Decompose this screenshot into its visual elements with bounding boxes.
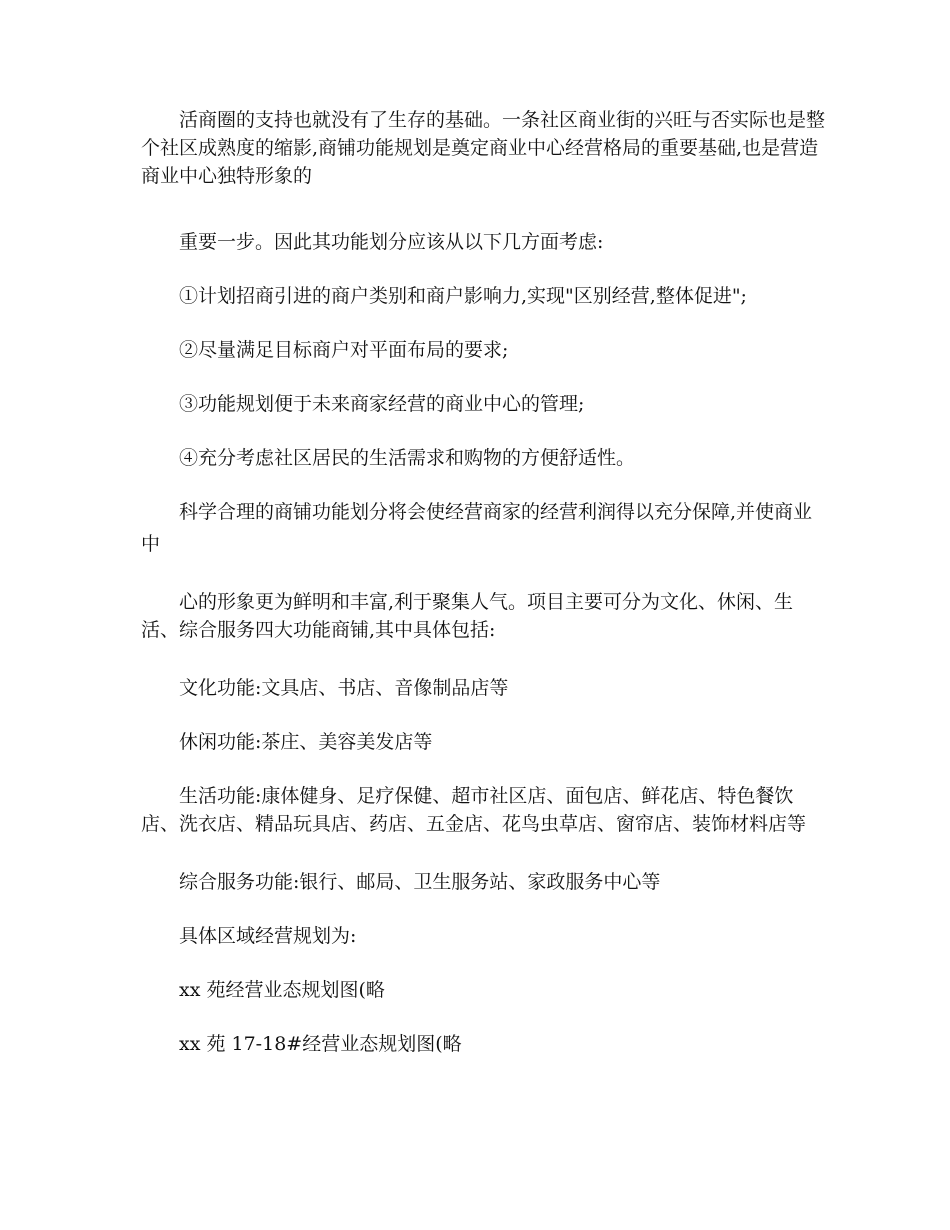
text-line: ②尽量满足目标商户对平面布局的要求; bbox=[179, 339, 509, 361]
paragraph-intro bbox=[141, 106, 826, 190]
text-line: 活、综合服务四大功能商铺,其中具体包括: bbox=[141, 619, 496, 641]
text-line: 休闲功能:茶庄、美容美发店等 bbox=[179, 731, 433, 753]
list-item-1 bbox=[141, 282, 821, 310]
paragraph-considerations-intro bbox=[141, 228, 821, 256]
list-item-3 bbox=[141, 390, 821, 418]
text-line: 生活功能:康体健身、足疗保健、超市社区店、面包店、鲜花店、特色餐饮 bbox=[179, 785, 794, 807]
plan-figure-2 bbox=[141, 1030, 821, 1058]
text-line: 文化功能:文具店、书店、音像制品店等 bbox=[179, 677, 509, 699]
text-line: xx 苑经营业态规划图(略 bbox=[179, 979, 385, 1001]
text-line: 科学合理的商铺功能划分将会使经营商家的经营利润得以充分保障,并使商业 bbox=[179, 501, 813, 523]
text-line: ①计划招商引进的商户类别和商户影响力,实现"区别经营,整体促进"; bbox=[179, 285, 747, 307]
text-line: 重要一步。因此其功能划分应该从以下几方面考虑: bbox=[179, 231, 604, 253]
text-line: 店、洗衣店、精品玩具店、药店、五金店、花鸟虫草店、窗帘店、装饰材料店等 bbox=[141, 813, 807, 835]
text-line: 心的形象更为鲜明和丰富,利于聚集人气。项目主要可分为文化、休闲、生 bbox=[179, 591, 794, 613]
list-item-4 bbox=[141, 444, 821, 472]
function-leisure bbox=[141, 728, 821, 756]
paragraph-area-planning bbox=[141, 922, 821, 950]
text-line: xx 苑 17-18#经营业态规划图(略 bbox=[179, 1033, 462, 1055]
text-line: 活商圈的支持也就没有了生存的基础。一条社区商业街的兴旺与否实际也是整 bbox=[179, 109, 826, 131]
text-line: ③功能规划便于未来商家经营的商业中心的管理; bbox=[179, 393, 585, 415]
text-line: 中 bbox=[141, 533, 161, 555]
paragraph-scientific bbox=[141, 498, 821, 558]
text-line: 个社区成熟度的缩影,商铺功能规划是奠定商业中心经营格局的重要基础,也是营造 bbox=[141, 137, 819, 159]
text-line: 具体区域经营规划为: bbox=[179, 925, 357, 947]
text-line: 商业中心独特形象的 bbox=[141, 165, 313, 187]
paragraph-center-image bbox=[141, 588, 821, 644]
plan-figure-1 bbox=[141, 976, 821, 1004]
function-services bbox=[141, 868, 821, 896]
list-item-2 bbox=[141, 336, 821, 364]
function-culture bbox=[141, 674, 821, 702]
text-line: 综合服务功能:银行、邮局、卫生服务站、家政服务中心等 bbox=[179, 871, 661, 893]
function-living bbox=[141, 782, 821, 838]
text-line: ④充分考虑社区居民的生活需求和购物的方便舒适性。 bbox=[179, 447, 636, 469]
